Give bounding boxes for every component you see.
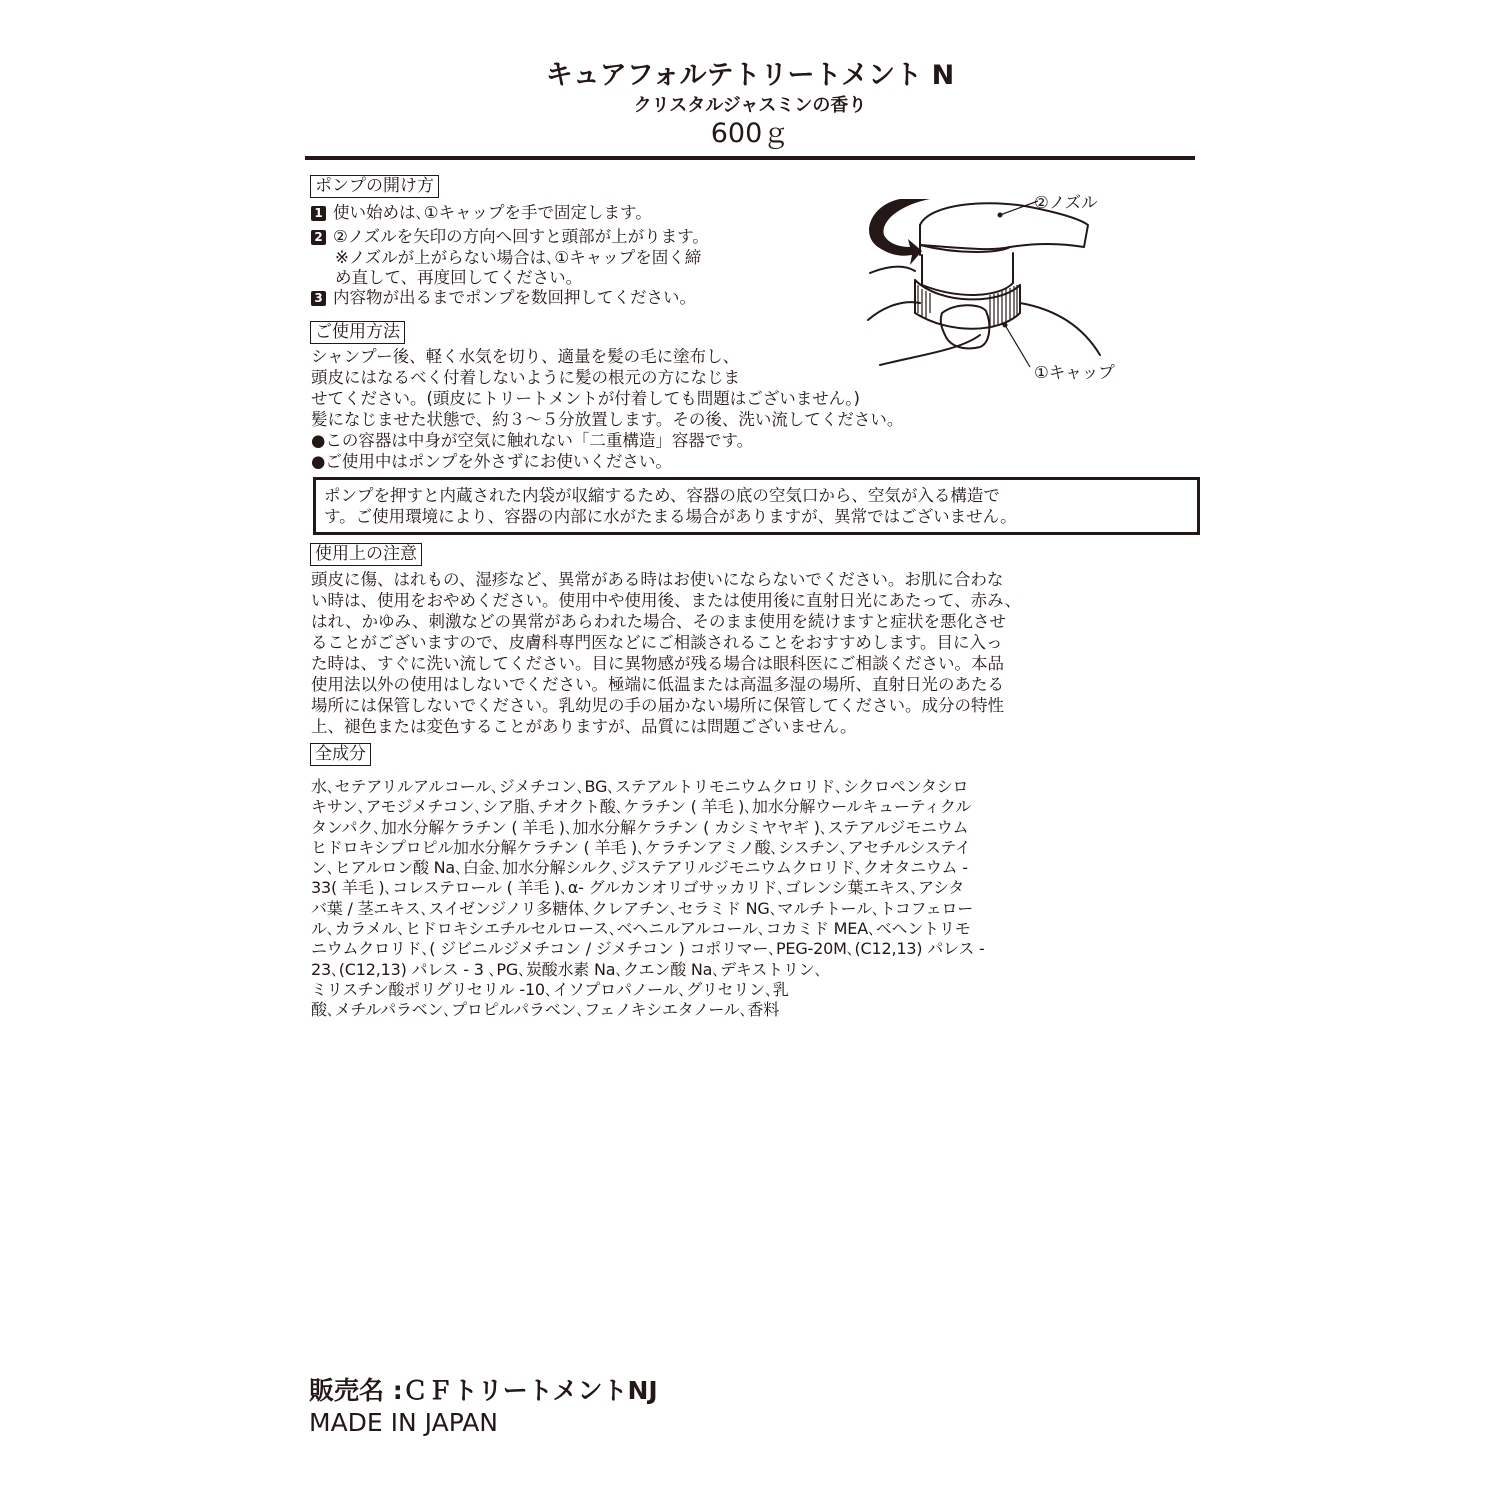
ingredient-line: 酸､メチルパラベン､プロピルパラベン､フェノキシエタノール､香料 (311, 1000, 780, 1020)
ingredient-line: 水､セテアリルアルコール､ジメチコン､BG､ステアルトリモニウムクロリド､シクロペンタシロ (311, 777, 969, 796)
usage-bullet: ●この容器は中身が空気に触れない「二重構造」容器です。 (311, 431, 754, 450)
step-1 (311, 202, 709, 223)
ingredient-line: ヒドロキシプロピル加水分解ケラチン ( 羊毛 )､ケラチンアミノ酸､シスチン､アセチルシステイ (311, 837, 971, 857)
usage-text (311, 346, 903, 472)
notice-line: ポンプを押すと内蔵された内袋が収縮するため、容器の底の空気口から、空気が入る構造で (324, 486, 1000, 505)
ingredient-line: キサン､アモジメチコン､シア脂､チオクト酸､ケラチン ( 羊毛 )､加水分解ウールキューティクル (311, 797, 972, 817)
header-divider (305, 156, 1195, 160)
usage-line: 頭皮にはなるべく付着しないように髪の根元の方になじま (311, 368, 740, 387)
cautions-text (311, 569, 1021, 737)
ingredients-list (311, 777, 985, 1021)
step-2-note-cont: め直して、再度回してください。 (335, 268, 583, 287)
footer (309, 1375, 658, 1439)
caution-line: い時は、使用をおやめください。使用中や使用後、または使用後に直射日光にあたって、赤み、 (311, 591, 1022, 610)
caution-line: 場所には保管しないでください。乳幼児の手の届かない場所に保管してください。成分の特性 (311, 696, 1004, 715)
product-header (305, 58, 1195, 150)
step-number-badge: 2 (311, 230, 326, 245)
step-2 (311, 226, 709, 247)
made-in: MADE IN JAPAN (309, 1408, 499, 1437)
notice-line: す。ご使用環境により、容器の内部に水がたまる場合がありますが、異常ではございません。 (324, 507, 1017, 526)
ingredients-heading: 全成分 (310, 743, 371, 766)
cap-label: ①キャップ (1034, 363, 1115, 382)
step-text: 内容物が出るまでポンプを数回押してください。 (333, 288, 696, 307)
ingredient-line: ル､カラメル､ヒドロキシエチルセルロース､ベヘニルアルコール､コカミド MEA､ベヘントリモ (311, 919, 971, 939)
step-text: 使い始めは､①キャップを手で固定します。 (333, 203, 652, 222)
ingredient-line: ニウムクロリド､( ジビニルジメチコン / ジメチコン ) コポリマー､PEG-20M､(C12,13) パレス - (311, 939, 985, 959)
ingredient-line: 23､(C12,13) パレス - 3 ､PG､炭酸水素 Na､クエン酸 Na､デキストリン､ (311, 959, 823, 979)
pump-opening-heading: ポンプの開け方 (310, 175, 439, 198)
pump-opening-steps (311, 202, 709, 308)
usage-line: 髪になじませた状態で、約３～５分放置します。その後、洗い流してください。 (311, 410, 904, 429)
step-3 (311, 287, 709, 308)
usage-line: せてください。(頭皮にトリートメントが付着しても問題はございません｡) (311, 389, 860, 408)
pump-illustration-icon (860, 185, 1160, 395)
cautions-heading: 使用上の注意 (310, 543, 422, 566)
product-weight: 600ｇ (710, 118, 790, 149)
ingredient-line: バ葉 / 茎エキス､スイゼンジノリ多糖体､クレアチン､セラミド NG､マルチトール､トコフェロー (311, 898, 974, 918)
caution-line: た時は、すぐに洗い流してください。目に異物感が残る場合は眼科医にご相談ください。本品 (311, 654, 1004, 673)
product-title: キュアフォルテトリートメント N (545, 60, 955, 91)
caution-line: ることがございますので、皮膚科専門医などにご相談されることをおすすめします。目に入っ (311, 633, 1003, 652)
caution-line: 頭皮に傷、はれもの、湿疹など、異常がある時はお使いにならないでください。お肌に合わな (311, 570, 1004, 589)
step-number-badge: 3 (311, 291, 326, 306)
caution-line: 上、褪色または変色することがありますが、品質には問題ございません。 (311, 717, 857, 736)
usage-heading: ご使用方法 (310, 321, 405, 344)
caution-line: はれ、かゆみ、刺激などの異常があらわれた場合、そのまま使用を続けますと症状を悪化させ (311, 612, 1006, 631)
step-2-note: ※ノズルが上がらない場合は､①キャップを固く締 (335, 248, 702, 267)
sales-name: 販売名 :ＣＦトリートメントNJ (309, 1376, 658, 1405)
product-fragrance: クリスタルジャスミンの香り (633, 95, 867, 116)
usage-line: シャンプー後、軽く水気を切り、適量を髪の毛に塗布し、 (311, 347, 740, 366)
ingredient-line: 33( 羊毛 )､コレステロール ( 羊毛 )､α- グルカンオリゴサッカリド､ゴレンシ葉エキス､アシタ (311, 878, 965, 898)
ingredient-line: タンパク､加水分解ケラチン ( 羊毛 )､加水分解ケラチン ( カシミヤヤギ )､ステアルジモニウム (311, 817, 969, 837)
step-text: ②ノズルを矢印の方向へ回すと頭部が上がります。 (333, 227, 709, 246)
pump-diagram (860, 185, 1160, 395)
ingredient-line: ミリスチン酸ポリグリセリル -10､イソプロパノール､グリセリン､乳 (311, 979, 789, 999)
ingredient-line: ン､ヒアルロン酸 Na､白金､加水分解シルク､ジステアリルジモニウムクロリド､クオタニウム - (311, 858, 968, 878)
usage-bullet: ●ご使用中はポンプを外さずにお使いください。 (311, 452, 672, 471)
notice-box (313, 477, 1200, 535)
nozzle-label: ②ノズル (1034, 193, 1098, 212)
step-number-badge: 1 (311, 206, 326, 221)
caution-line: 使用法以外の使用はしないでください。極端に低温または高温多湿の場所、直射日光のあたる (311, 675, 1004, 694)
